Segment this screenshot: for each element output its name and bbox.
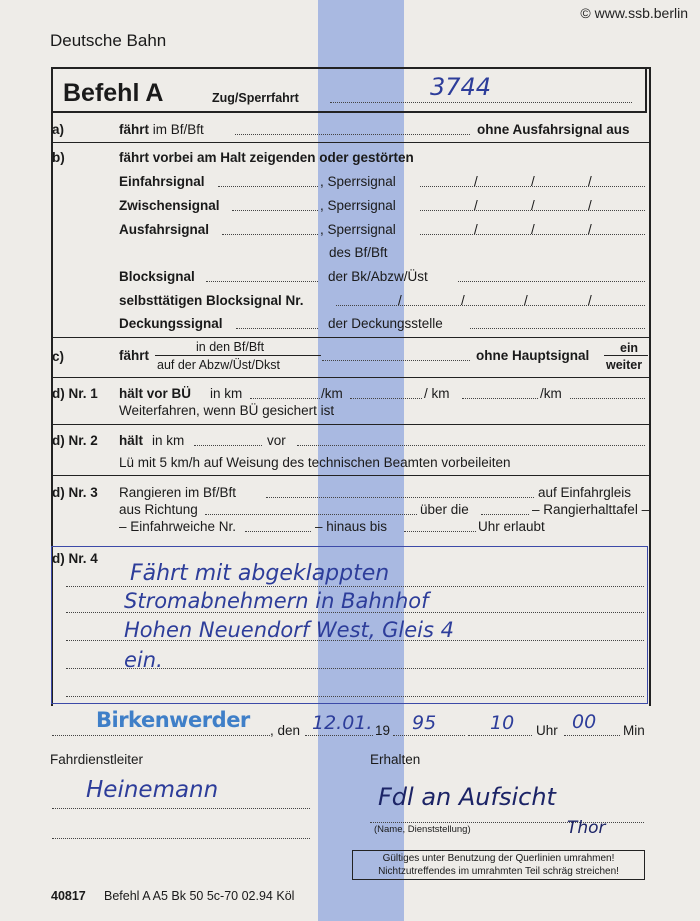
- dots: [570, 398, 645, 399]
- den-label: , den: [270, 723, 301, 738]
- receiver-name: Thor: [567, 818, 606, 838]
- dots: [481, 514, 529, 515]
- dots: [462, 398, 538, 399]
- dots: [393, 735, 465, 736]
- d4-hand-line-4: ein.: [124, 648, 163, 672]
- slash: /: [588, 293, 592, 308]
- rule: [51, 337, 649, 338]
- row-c-top: in den Bf/Bft: [196, 340, 265, 354]
- rule: [51, 475, 649, 476]
- d1-line2: Weiterfahren, wenn BÜ gesichert ist: [119, 403, 335, 418]
- dots: [266, 497, 534, 498]
- d1-text: hält vor BÜ: [119, 386, 192, 401]
- train-label: Zug/Sperrfahrt: [212, 91, 299, 105]
- dots: [194, 445, 262, 446]
- row-b-heading: fährt vorbei am Halt zeigenden oder gestörten: [119, 150, 414, 165]
- dots: [218, 186, 318, 187]
- uhr-label: Uhr: [536, 723, 558, 738]
- dots: [52, 735, 270, 736]
- dots: [322, 360, 470, 361]
- time-hour: 10: [490, 712, 515, 734]
- rule: [51, 377, 649, 378]
- dots: [236, 328, 318, 329]
- dots: [66, 696, 644, 697]
- d1-label: d) Nr. 1: [52, 386, 98, 401]
- receiver-signature: Fdl an Aufsicht: [378, 783, 556, 811]
- dots: [206, 281, 318, 282]
- dots: [336, 305, 645, 306]
- sperrsignal-label: , Sperrsignal: [320, 222, 396, 237]
- slash: /: [588, 174, 592, 189]
- slash: /: [461, 293, 465, 308]
- slash: /: [588, 198, 592, 213]
- dots: [222, 234, 318, 235]
- slash: /: [474, 222, 478, 237]
- slash: /: [398, 293, 402, 308]
- d2-text: hält: [119, 433, 144, 448]
- row-c-suffix: ohne Hauptsignal: [476, 348, 590, 363]
- des-bf-label: des Bf/Bft: [329, 245, 388, 260]
- zwischensignal-label: Zwischensignal: [119, 198, 220, 213]
- century: 19: [375, 723, 391, 738]
- slash: /: [531, 198, 535, 213]
- deckungsstelle-label: der Deckungsstelle: [328, 316, 443, 331]
- d2-in-km: in km: [152, 433, 185, 448]
- fraction-line: [604, 355, 648, 356]
- ausfahrsignal-label: Ausfahrsignal: [119, 222, 210, 237]
- slash: /: [531, 174, 535, 189]
- dots: [404, 531, 476, 532]
- slash: /: [524, 293, 528, 308]
- dots: [52, 808, 310, 809]
- d3-l1b: auf Einfahrgleis: [538, 485, 632, 500]
- d1-km: /km: [321, 386, 343, 401]
- train-number-line: [330, 102, 632, 103]
- d3-l3c: Uhr erlaubt: [478, 519, 545, 534]
- slash: /: [531, 222, 535, 237]
- slash: /: [588, 222, 592, 237]
- row-a-line: [235, 134, 470, 135]
- deckungssignal-label: Deckungssignal: [119, 316, 223, 331]
- selbsttaetig-label: selbsttätigen Blocksignal Nr.: [119, 293, 304, 308]
- time-minute: 00: [572, 711, 597, 733]
- row-c-text: fährt: [119, 348, 149, 363]
- d3-l2c: – Rangierhalttafel –: [532, 502, 650, 517]
- dots: [564, 735, 620, 736]
- bk-label: der Bk/Abzw/Üst: [328, 269, 428, 284]
- row-c-bottom: auf der Abzw/Üst/Dkst: [157, 358, 280, 372]
- d3-l3b: – hinaus bis: [315, 519, 388, 534]
- watermark: © www.ssb.berlin: [580, 5, 688, 21]
- dots: [66, 586, 644, 587]
- dots: [297, 445, 645, 446]
- dots: [205, 514, 417, 515]
- sperrsignal-label: , Sperrsignal: [320, 198, 396, 213]
- d4-hand-line-2: Stromabnehmern in Bahnhof: [124, 589, 429, 613]
- row-a-text: fährt im Bf/Bft: [119, 122, 204, 137]
- d1-in-km: in km: [210, 386, 243, 401]
- row-c-weiter: weiter: [606, 358, 643, 372]
- d2-label: d) Nr. 2: [52, 433, 98, 448]
- dots: [245, 531, 311, 532]
- min-label: Min: [623, 723, 645, 738]
- dots: [250, 398, 320, 399]
- d3-l3a: – Einfahrweiche Nr.: [119, 519, 237, 534]
- d1-km2: / km: [424, 386, 450, 401]
- row-b-label: b): [52, 150, 65, 165]
- dots: [470, 328, 645, 329]
- einfahrsignal-label: Einfahrsignal: [119, 174, 205, 189]
- received-label: Erhalten: [370, 752, 421, 767]
- dots: [305, 735, 373, 736]
- dispatcher-signature: Heinemann: [86, 777, 219, 803]
- form-code: Befehl A A5 Bk 50 5c-70 02.94 Köl: [104, 889, 295, 903]
- train-number: 3744: [430, 73, 492, 101]
- row-c-label: c): [52, 349, 65, 364]
- slash: /: [474, 198, 478, 213]
- d3-l2a: aus Richtung: [119, 502, 198, 517]
- form-number: 40817: [51, 889, 86, 903]
- form-title: Befehl A: [63, 79, 164, 107]
- issuer: Deutsche Bahn: [50, 31, 167, 50]
- name-hint: (Name, Dienststellung): [374, 824, 471, 835]
- d4-hand-line-1: Fährt mit abgeklappten: [130, 561, 390, 586]
- dots: [458, 281, 645, 282]
- dots: [468, 735, 532, 736]
- d3-l1a: Rangieren im Bf/Bft: [119, 485, 237, 500]
- d3-label: d) Nr. 3: [52, 485, 98, 500]
- row-a-suffix: ohne Ausfahrsignal aus: [477, 122, 630, 137]
- d3-l2b: über die: [420, 502, 469, 517]
- slash: /: [474, 174, 478, 189]
- place-stamp: Birkenwerder: [96, 708, 250, 732]
- row-c-ein: ein: [620, 341, 639, 355]
- d2-vor: vor: [267, 433, 286, 448]
- notice-line-2: Nichtzutreffendes im umrahmten Teil schräg streichen!: [378, 866, 619, 877]
- dots: [52, 838, 310, 839]
- fraction-line: [155, 355, 321, 356]
- d1-km3: /km: [540, 386, 562, 401]
- d2-line2: Lü mit 5 km/h auf Weisung des technischen Beamten vorbeileiten: [119, 455, 511, 470]
- rule: [51, 424, 649, 425]
- blocksignal-label: Blocksignal: [119, 269, 195, 284]
- dots: [350, 398, 422, 399]
- notice-line-1: Gültiges unter Benutzung der Querlinien umrahmen!: [382, 853, 615, 864]
- dots: [232, 210, 318, 211]
- d4-label: d) Nr. 4: [52, 551, 98, 566]
- sperrsignal-label: , Sperrsignal: [320, 174, 396, 189]
- notice-box: [352, 850, 645, 880]
- row-a-label: a): [52, 122, 65, 137]
- rule: [51, 142, 649, 143]
- date-year: 95: [412, 712, 437, 734]
- d4-hand-line-3: Hohen Neuendorf West, Gleis 4: [124, 618, 454, 642]
- date-day-month: 12.01.: [312, 712, 373, 734]
- dispatcher-label: Fahrdienstleiter: [50, 752, 144, 767]
